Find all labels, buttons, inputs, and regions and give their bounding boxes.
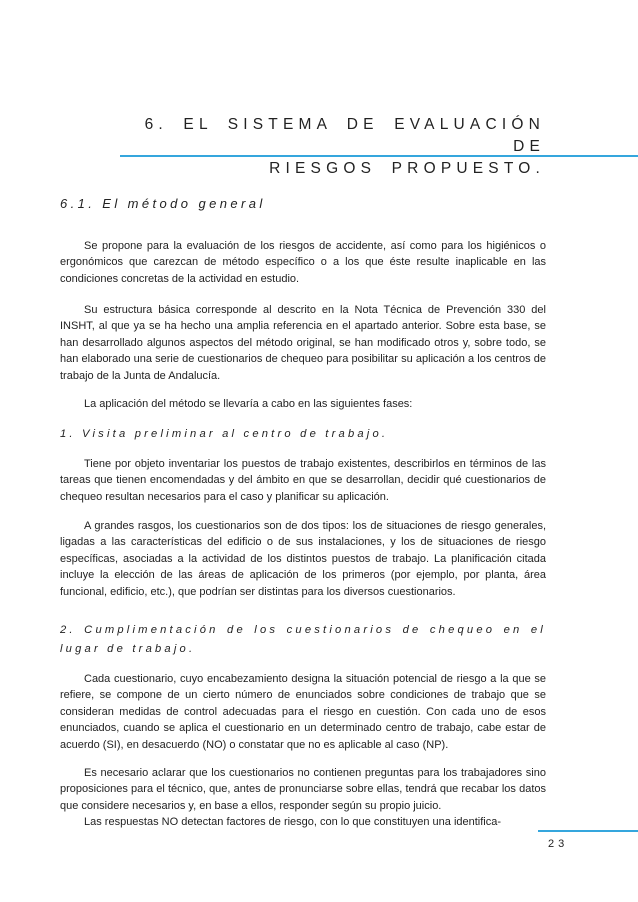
chapter-title-line1: 6. EL SISTEMA DE EVALUACIÓN DE (144, 116, 545, 155)
footer-divider (538, 830, 638, 832)
phase-heading-2: 2. Cumplimentación de los cuestionarios de chequeo en el lugar de trabajo. (60, 624, 546, 655)
paragraph: Se propone para la evaluación de los riesgos de accidente, así como para los higiénicos o ergonómicos que carezcan de método específico o a los que éste resulte inaplicable en las condiciones concretas de la actividad en estudio. (60, 240, 546, 285)
phase-heading-1: 1. Visita preliminar al centro de trabajo. (60, 428, 389, 440)
paragraph: A grandes rasgos, los cuestionarios son de dos tipos: los de situaciones de riesgo generales, ligadas a las características del edificio o de sus instalaciones, y los de situaciones de riesgo específicas, asociadas a la actividad de los distintos puestos de trabajo. La planificación citada incluye la elección de las áreas de aplicación de los primeros (por ejemplo, por planta, área funcional, edificio, etc.), que podrían ser distintas para los diversos cuestionarios. (60, 520, 546, 598)
paragraph: Cada cuestionario, cuyo encabezamiento designa la situación potencial de riesgo a la que se refiere, se compone de un cierto número de enunciados sobre condiciones de trabajo que se consideran medidas de control adecuadas para el riesgo en cuestión. Con cada uno de esos enunciados, cuando se aplica el cuestionario en un determinado centro de trabajo, cabe estar de acuerdo (SI), en desacuerdo (NO) o constatar que no es aplicable al caso (NP). (60, 673, 546, 751)
body-block-4 (60, 456, 546, 505)
chapter-title (100, 114, 545, 180)
paragraph: Tiene por objeto inventariar los puestos de trabajo existentes, describirlos en términos de las tareas que tienen encomendadas y del ámbito en que se desarrollan, decidir qué cuestionarios de chequeo resultan necesarios para el caso y planificar su aplicación. (60, 458, 546, 503)
body-block-6 (60, 671, 546, 753)
paragraph: Es necesario aclarar que los cuestionarios no contienen preguntas para los trabajadores sino proposiciones para el técnico, que, antes de pronunciarse sobre ellas, tendrá que recabar los datos que considere necesarios y, en base a ellos, responder según su propio juicio. (60, 767, 546, 812)
body-block-7 (60, 765, 546, 831)
body-block-5 (60, 518, 546, 600)
body-block-2 (60, 302, 546, 384)
paragraph: Las respuestas NO detectan factores de riesgo, con lo que constituyen una identifica- (84, 816, 502, 829)
chapter-title-line2: RIESGOS PROPUESTO. (269, 160, 545, 177)
title-divider (120, 155, 638, 157)
paragraph: La aplicación del método se llevaría a cabo en las siguientes fases: (84, 398, 413, 410)
body-block-3 (60, 396, 546, 412)
paragraph: Su estructura básica corresponde al descrito en la Nota Técnica de Prevención 330 del INSHT, al que ya se ha hecho una amplia referencia en el apartado anterior. Sobre esta base, se han desarrollado algunos aspectos del método original, se han modificado otros y, sobre todo, se han elaborado una serie de cuestionarios de chequeo para posibilitar su aplicación a los centros de trabajo de la Junta de Andalucía. (60, 304, 546, 382)
section-heading: 6.1. El método general (60, 196, 266, 211)
body-block-1 (60, 238, 546, 287)
page-number: 23 (548, 838, 569, 850)
